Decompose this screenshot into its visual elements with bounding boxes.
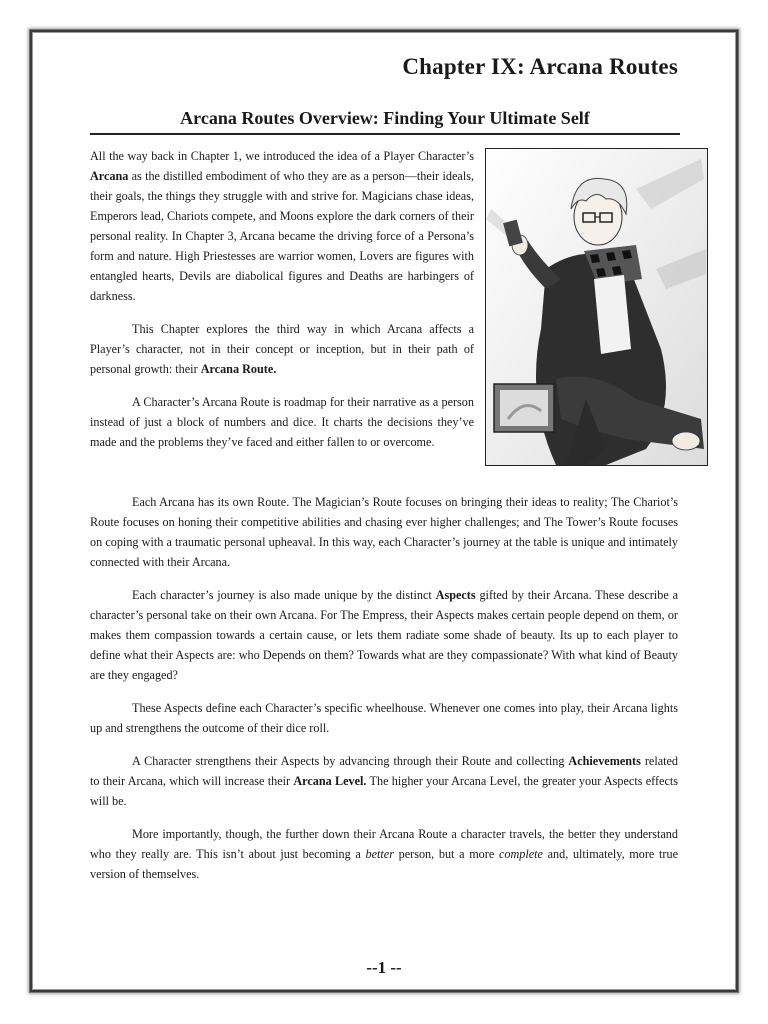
- paragraph-3: A Character’s Arcana Route is roadmap for their narrative as a person instead of just a block of numbers and dice. It charts the decisions they’ve made and the problems they’ve faced and either fallen to or overcome.: [90, 395, 474, 449]
- paragraph-8: More importantly, though, the further down their Arcana Route a character travels, the better they understand who they really are. This isn’t about just becoming a better person, but a more complete and, ultimately, more true version of themselves.: [90, 827, 678, 881]
- full-width-text: [90, 492, 678, 897]
- intro-text-column: [90, 146, 474, 465]
- bold-arcana: Arcana: [90, 169, 129, 183]
- paragraph-6: These Aspects define each Character’s specific wheelhouse. Whenever one comes into play, their Arcana lights up and strengthens the outcome of their dice roll.: [90, 701, 678, 735]
- bold-arcana-route: Arcana Route.: [200, 362, 277, 376]
- italic-better: better: [365, 847, 394, 861]
- paragraph-5: Each character’s journey is also made unique by the distinct Aspects gifted by their Arcana. These describe a character’s personal take on their own Arcana. For The Empress, their Aspects makes certain people depend on them, or makes them compassion towards a certain cause, or lets them radiate some shade of beauty. Its up to each player to define what their Aspects are: who Depends on them? Towards what are they compassionate? With what kind of Beauty are they engaged?: [90, 588, 678, 682]
- paragraph-7: A Character strengthens their Aspects by advancing through their Route and collecting Achievements related to their Arcana, which will increase their Arcana Level. The higher your Arcana Level, the greater your Aspects effects will be.: [90, 754, 679, 808]
- bold-arcana-level: Arcana Level.: [293, 774, 367, 788]
- paragraph-2: This Chapter explores the third way in which Arcana affects a Player’s character, not in their concept or inception, but in their path of personal growth: their Arcana Route.: [90, 322, 474, 376]
- section-title: Arcana Routes Overview: Finding Your Ultimate Self: [90, 108, 680, 135]
- italic-complete: complete: [498, 847, 543, 861]
- bold-achievements: Achievements: [568, 754, 641, 768]
- bold-aspects: Aspects: [435, 588, 476, 602]
- character-illustration: [485, 148, 708, 466]
- paragraph-1: All the way back in Chapter 1, we introduced the idea of a Player Character’s Arcana as the distilled embodiment of who they are as a person—their ideals, their goals, the things they struggle with and strive for. Magicians chase ideas, Emperors lead, Chariots compete, and Moons explore the dark corners of their personal reality. In Chapter 3, Arcana became the driving force of a Persona’s form and nature. High Priestesses are warrior women, Lovers are figures with entangled hearts, Devils are diabolical figures and Deaths are harbingers of darkness.: [90, 149, 474, 303]
- chapter-title: Chapter IX: Arcana Routes: [402, 54, 678, 79]
- paragraph-4: Each Arcana has its own Route. The Magician’s Route focuses on bringing their ideas to reality; The Chariot’s Route focuses on honing their competitive abilities and chasing ever higher challenges; and The Tower’s Route focuses on coping with a traumatic personal upheaval. In this way, each Character’s journey at the table is unique and intimately connected with their Arcana.: [90, 495, 678, 569]
- page-number: --1 --: [366, 958, 402, 977]
